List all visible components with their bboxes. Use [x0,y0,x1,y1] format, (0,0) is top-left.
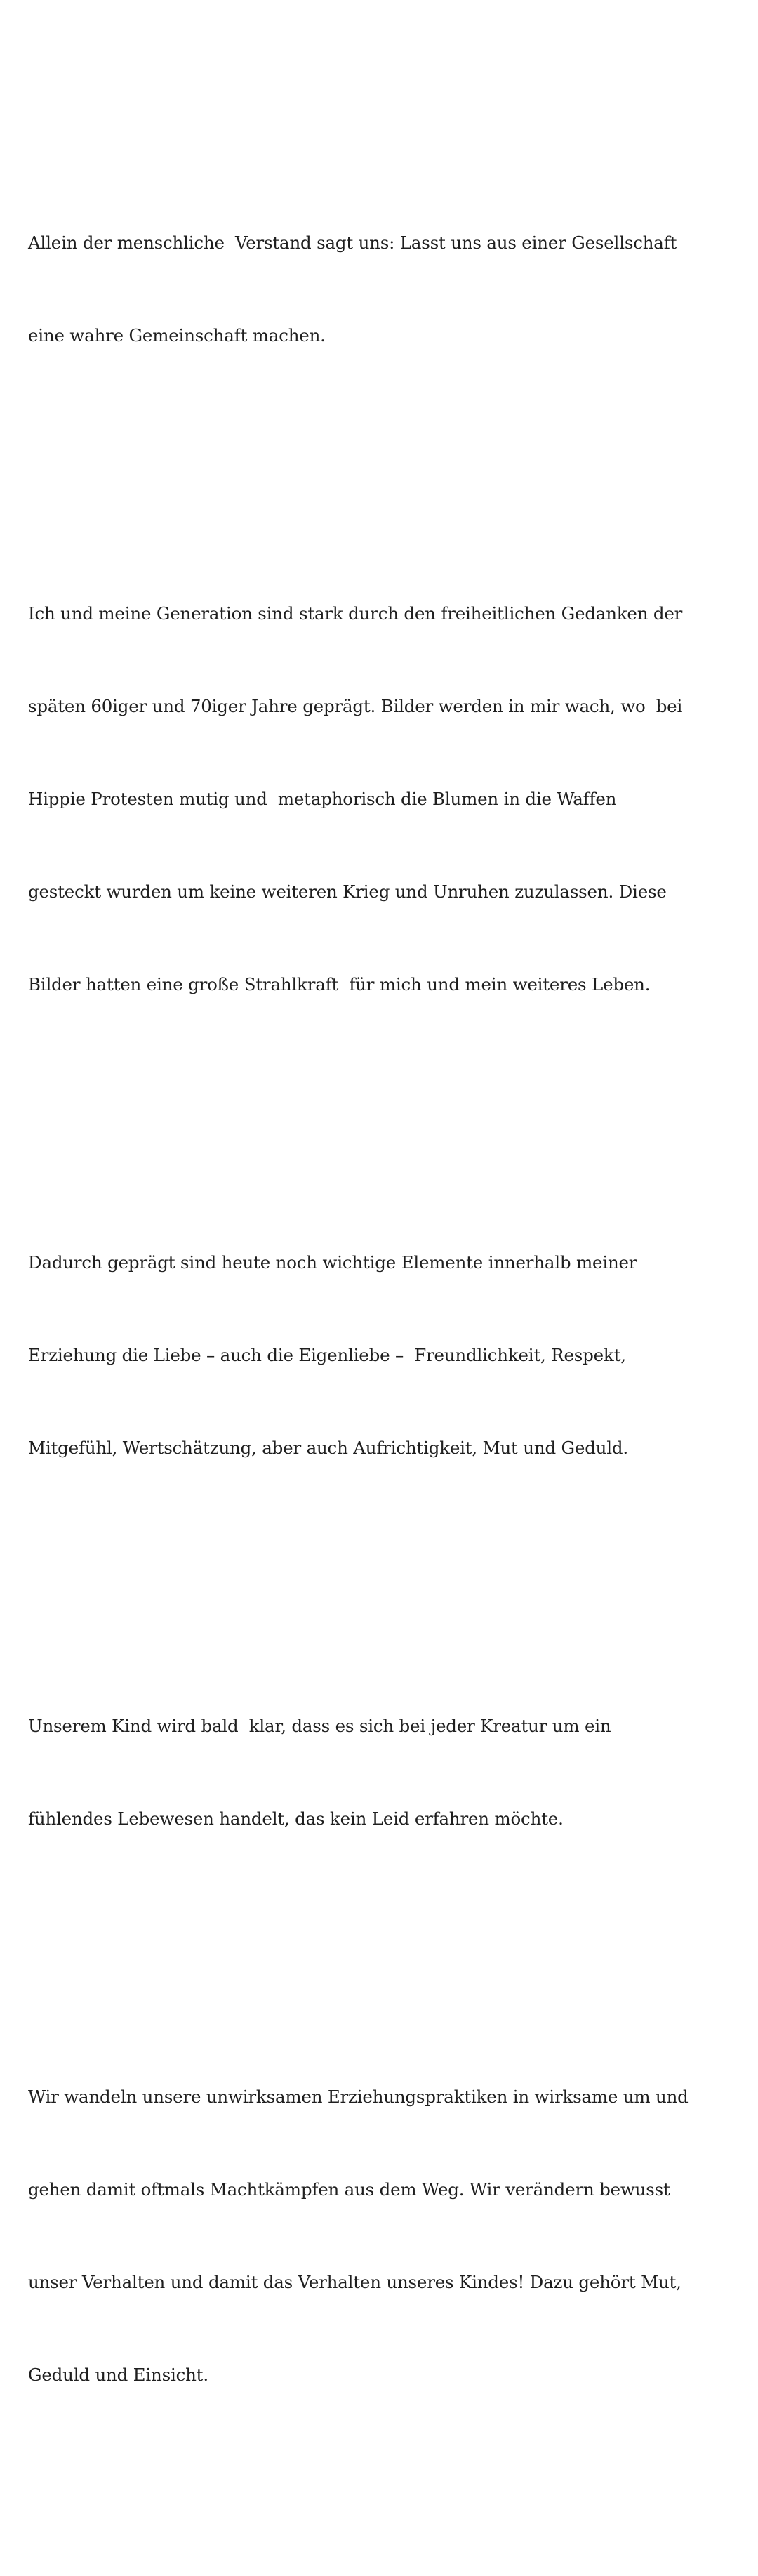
text-line: gesteckt wurden um keine weiteren Krieg und Unruhen zuzulassen. Diese [28,881,667,902]
paragraph-2 [28,537,737,1062]
text-line: fühlendes Lebewesen handelt, das kein Leid erfahren möchte. [28,1808,564,1829]
text-line: gehen damit oftmals Machtkämpfen aus dem Weg. Wir verändern bewusst [28,2179,670,2200]
text-line: späten 60iger und 70iger Jahre geprägt. Bilder werden in mir wach, wo bei [28,696,683,716]
paragraph-3 [28,1185,737,1525]
text-line: unser Verhalten und damit das Verhalten unseres Kindes! Dazu gehört Mut, [28,2272,681,2292]
text-line: Allein der menschliche Verstand sagt uns: Lasst uns aus einer Gesellschaft [28,232,677,253]
text-line: Unserem Kind wird bald klar, dass es sich bei jeder Kreatur um ein [28,1716,611,1736]
paragraph-4 [28,1649,737,1896]
text-line: Erziehung die Liebe – auch die Eigenliebe – Freundlichkeit, Respekt, [28,1345,626,1365]
text-line: Bilder hatten eine große Strahlkraft für mich und mein weiteres Leben. [28,974,651,994]
paragraph-1 [28,166,737,413]
text-line: Geduld und Einsicht. [28,2365,208,2385]
text-line: Ich und meine Generation sind stark durch den freiheitlichen Gedanken der [28,603,683,624]
text-line: eine wahre Gemeinschaft machen. [28,325,326,346]
text-line: Mitgefühl, Wertschätzung, aber auch Aufrichtigkeit, Mut und Geduld. [28,1438,628,1458]
text-block [28,73,737,2576]
text-line: Hippie Protesten mutig und metaphorisch die Blumen in die Waffen [28,789,617,809]
text-line: Wir wandeln unsere unwirksamen Erziehungspraktiken in wirksame um und [28,2087,689,2107]
paragraph-5 [28,2020,737,2452]
text-line: Dadurch geprägt sind heute noch wichtige Elemente innerhalb meiner [28,1252,637,1273]
